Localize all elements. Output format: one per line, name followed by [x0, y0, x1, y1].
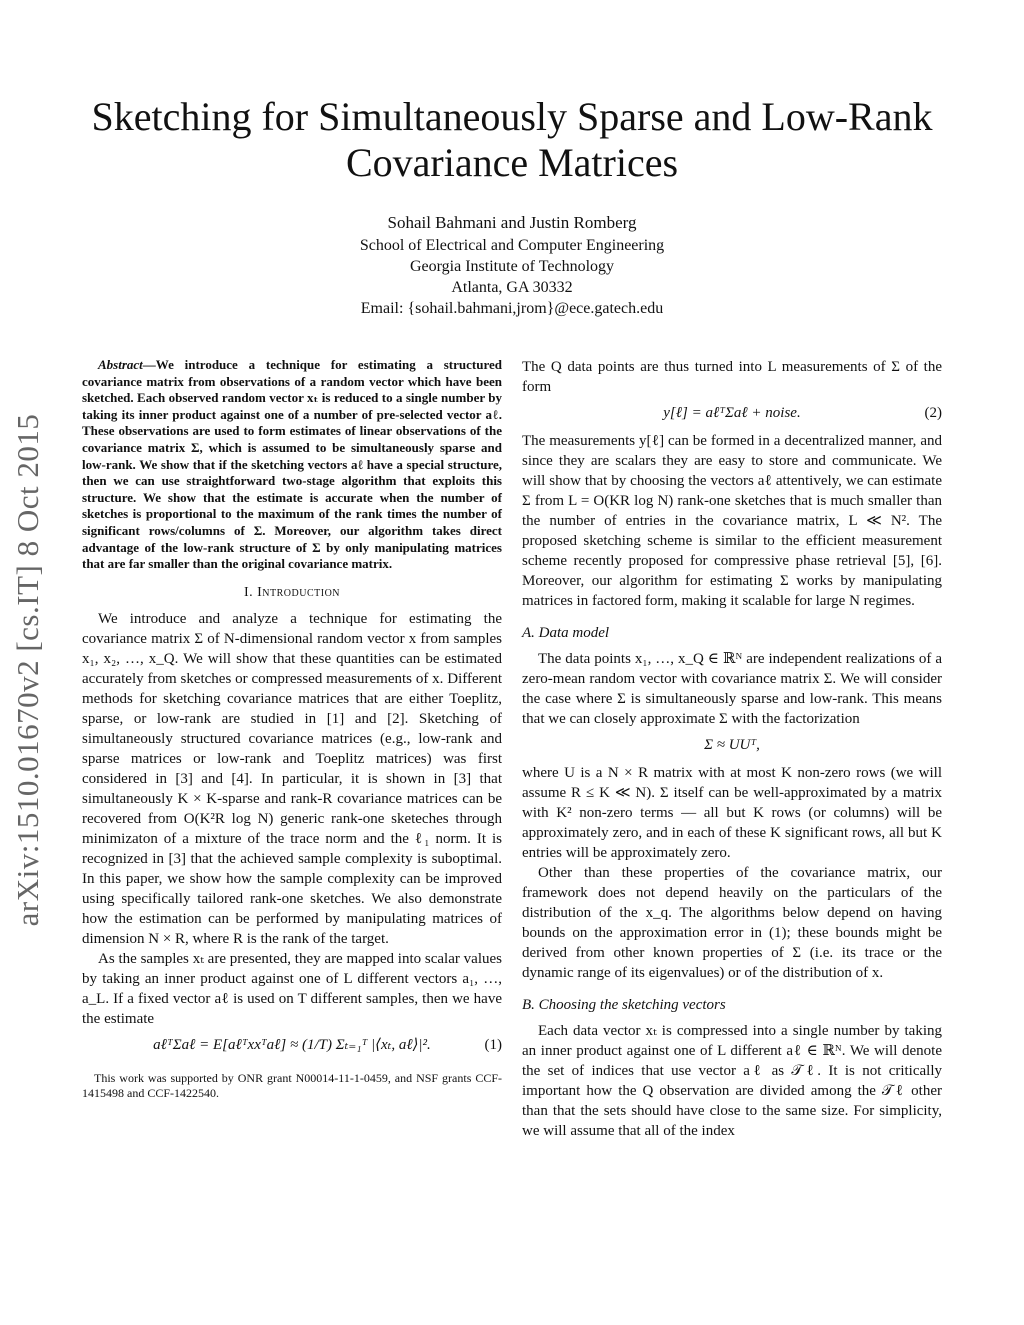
email: Email: {sohail.bahmani,jrom}@ece.gatech.edu — [360, 300, 664, 317]
equation-1-body: aℓᵀΣaℓ = E[aℓᵀxxᵀaℓ] ≈ (1/T) Σₜ₌₁ᵀ |⟨xₜ, aℓ⟩|². — [153, 1036, 431, 1053]
abstract-label: Abstract — [98, 357, 143, 372]
intro-paragraph-1: We introduce and analyze a technique for estimating the covariance matrix Σ of N-dimensional random vector x from samples x₁, x₂, …, x_Q. We will show that these quantities can be estimated accurately from sketches or compressed measurements of x. Different methods for sketching covariance matrices that are either Toeplitz, sparse, or low-rank are studied in [1] and [2]. Sketching of simultaneously structured covariance matrices (e.g., low-rank and sparse matrices or low-rank and Toeplitz matrices) was first considered in [3] and [4]. In particular, it is shown in [3] that simultaneously K × K-sparse and rank-R covariance matrices can be recovered from O(K²R log N) generic rank-one sketeches through minimizaton of a mixture of the trace norm and the ℓ₁ norm. It is recognized in [3] that the achieved sample complexity is suboptimal. In this paper, we show how the sample complexity can be improved using specifically tailored rank-one sketches. We also demonstrate how the estimation can be performed by manipulating matrices of dimension N × R, where R is the rank of the target. — [82, 610, 502, 947]
sketching-vectors-paragraph-1: Each data vector xₜ is compressed into a single number by taking an inner product against one of L different aℓ ∈ ℝᴺ. We will denote the set of indices that use vector aℓ as 𝒯ℓ. It is not critically important how the Q observation are divided among the 𝒯ℓ other than that the sets should have close to the same size. For simplicity, we will assume that all of the index — [522, 1023, 942, 1139]
arxiv-id: arXiv:1510.01670v2 [cs.IT] 8 Oct 2015 — [10, 413, 45, 927]
author-names: Sohail Bahmani and Justin Romberg — [387, 213, 637, 232]
title-line-1: Sketching for Simultaneously Sparse and Low-Rank — [91, 94, 933, 139]
abstract-text: —We introduce a technique for estimating a structured covariance matrix from observations of a random vector which have been sketched. Each observed random vector xₜ is reduced to a single number by taking its inner product against one of a number of pre-selected vector aℓ. These observations are used to form estimates of linear observations of the covariance matrix Σ, which is assumed to be simultaneously sparse and low-rank. We show that if the sketching vectors aℓ have a special structure, then we can use straightforward two-stage algorithm that exploits this structure. We show that the estimate is accurate when the number of sketches is proportional to the maximum of the rank times the number of significant rows/columns of Σ. Moreover, our algorithm takes direct advantage of the low-rank structure of Σ by only manipulating matrices that are far smaller than the original covariance matrix. — [82, 357, 502, 572]
location: Atlanta, GA 30332 — [451, 279, 573, 296]
equation-2 — [522, 403, 942, 423]
data-model-paragraph-2: where U is a N × R matrix with at most K non-zero rows (we will assume R ≤ K ≪ N). Σ itself can be well-approximated by a matrix with K² non-zero terms — all but K rows (or columns) will be approximately zero, and in each of these K significant rows, all but K entries will be approximately zero. — [522, 765, 942, 861]
right-paragraph-1: The Q data points are thus turned into L measurements of Σ of the form — [522, 359, 942, 395]
subsection-heading-data-model: A. Data model — [522, 625, 610, 641]
equation-3-body: Σ ≈ UUᵀ, — [704, 737, 760, 753]
equation-2-number: (2) — [924, 405, 942, 421]
left-column — [82, 357, 502, 1101]
institute: Georgia Institute of Technology — [409, 258, 615, 275]
right-paragraph-2: The measurements y[ℓ] can be formed in a decentralized manner, and since they are scalars they are easy to store and communicate. We will show that by choosing the vectors aℓ attentively, we can estimate Σ from L = O(KR log N) rank-one sketches that is much smaller than the number of entries in the covariance matrix, L ≪ N². The proposed sketching scheme is similar to the efficient measurement scheme recently proposed for compressive phase retrieval [5], [6]. Moreover, our algorithm for estimating Σ works by manipulating matrices in factored form, making it scalable for large N regimes. — [522, 433, 942, 609]
data-model-paragraph-3: Other than these properties of the covariance matrix, our framework does not depend heavily on the particulars of the distribution of the x_q. The algorithms below depend on having bounds on the approximation error in (1); these bounds might be derived from other known properties of Σ (i.e. its trace or the dynamic range of its eigenvalues) or of the distribution of x. — [522, 865, 942, 981]
paper-title — [40, 94, 984, 186]
right-column — [522, 357, 942, 1141]
title-line-2: Covariance Matrices — [345, 140, 679, 185]
arxiv-stamp — [8, 410, 48, 930]
equation-1-number: (1) — [484, 1036, 502, 1053]
abstract — [82, 357, 502, 573]
data-model-paragraph-1: The data points x₁, …, x_Q ∈ ℝᴺ are independent realizations of a zero-mean random vector with covariance matrix Σ. We will consider the case where Σ is simultaneously sparse and low-rank. This means that we can closely approximate Σ with the factorization — [522, 651, 942, 727]
equation-3 — [522, 735, 942, 755]
footnote: This work was supported by ONR grant N00014-11-1-0459, and NSF grants CCF-1415498 and CCF-1422540. — [82, 1070, 502, 1100]
subsection-heading-sketching-vectors: B. Choosing the sketching vectors — [522, 997, 726, 1013]
affiliation: School of Electrical and Computer Engineering — [359, 237, 665, 254]
equation-1 — [82, 1035, 502, 1055]
intro-paragraph-2: As the samples xₜ are presented, they are mapped into scalar values by taking an inner product against one of L different vectors a₁, …, a_L. If a fixed vector aℓ is used on T different samples, then we have the estimate — [82, 950, 502, 1027]
author-block — [200, 212, 824, 319]
section-heading-introduction: I. Introduction — [243, 584, 341, 600]
equation-2-body: y[ℓ] = aℓᵀΣaℓ + noise. — [663, 405, 801, 421]
